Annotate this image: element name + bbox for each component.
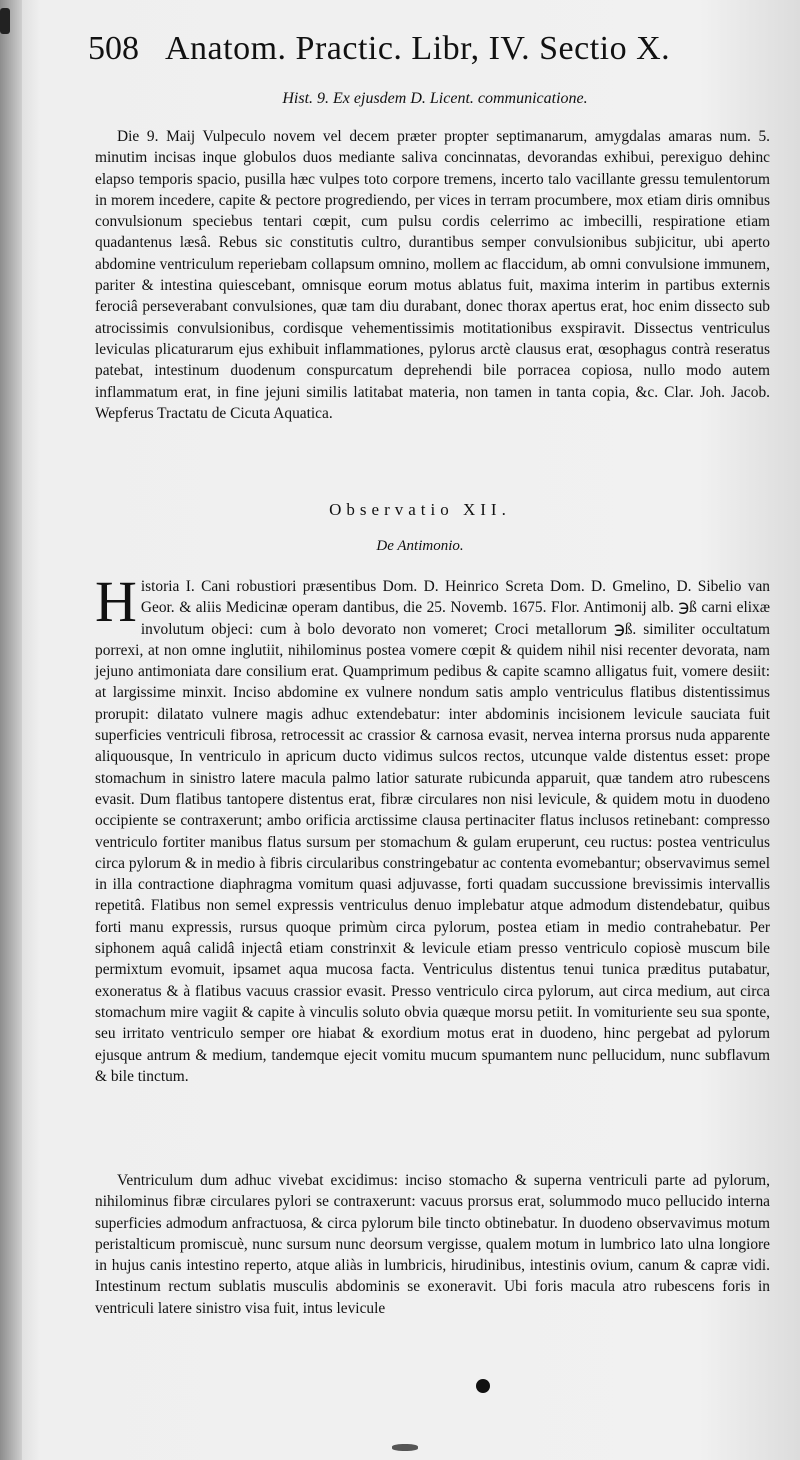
history-subtitle: Hist. 9. Ex ejusdem D. Licent. communicatione. xyxy=(282,90,588,107)
observation-title: Observatio XII. xyxy=(329,500,511,519)
paragraph-historia-1 xyxy=(95,569,770,1087)
paragraph-historia-1-text: istoria I. Cani robustiori præsentibus Dom. D. Heinrico Screta Dom. D. Gmelino, D. Sibelio van Geor. & aliis Medicinæ operam dantibus, die 25. Novemb. 1675. Flor. Antimonij alb. ℈ß carni elixæ involutum objeci: cum à bolo devorato non vomeret; Croci metallorum ℈ß. similiter occultatum porrexi, at non omne inglutiit, nihilominus postea vomere cœpit & quidem nihil nisi recenter devorata, nam jejuno antimoniata dare consilium erat. Quamprimum pedibus & capite scamno alligatus fuit, vomere desiit: at largissime minxit. Inciso abdomine ex vulnere nondum satis amplo ventriculus flatibus distentissimus prorupit: dilatato vulnere magis adhuc extendebatur: inter abdominis incisionem levicule sauciata fuit superficies ventriculi fibrosa, retrocessit ac crassior & carnosa evasit, nervea interna prorsus nuda apparente aliquousque, In ventriculo in apricum ducto vidimus sulcos rectos, utcunque valde distentus esset: prope stomachum in sinistro latere macula palmo latior saturate rubicunda apparuit, quæ tandem atro rubescens evasit. Dum flatibus tantopere distentus erat, fibræ circulares non nisi levicule, & quidem motu in duodeno occipiente se contraxerunt; ambo orificia arctissime clausa pertinaciter flatus inclusos retinebant: compresso ventriculo fortiter manibus flatus sursum per stomachum & gulam eruperunt, ceu ructus: postea ventriculus circa pylorum & in medio à fibris circularibus constringebatur ac contenta evomebantur; observavimus semel in illa contractione diaphragma vomitum quasi adjuvasse, forti quadam succussione brevissimis intervallis repetitâ. Flatibus non semel expressis ventriculus denuo implebatur atque admodum distendebatur, quibus forti manu expressis, rursus quoque primùm circa pylorum, postea etiam in medio contrahebatur. Per siphonem aquâ calidâ injectâ etiam constrinxit & levicule etiam presso ventriculo copiosè muscum bile permixtum evomuit, ipsamet aqua mucosa facta. Ventriculus distentus tenui tunica præditus putabatur, exoneratus & à flatibus vacuus crassior evasit. Presso ventriculo circa pylorum, aut circa medium, aut circa stomachum mire vagiit & capite à vinculis soluto obvia quæque morsu petiit. In vomituriente seu sua sponte, seu irritato ventriculo semper ore hiabat & exordium motus erat in duodeno, hinc pergebat ad pylorum ejusque antrum & medium, tandemque ejecit vomitu mucum spumantem nunc pellucidum, nunc subflavum & bile tinctum. xyxy=(95,578,770,1085)
drop-cap: H xyxy=(95,569,137,634)
ink-spot xyxy=(476,1379,490,1393)
page-binding-shadow xyxy=(0,0,22,1460)
edge-mark xyxy=(0,8,10,34)
ink-smudge xyxy=(392,1444,418,1451)
paragraph-ventriculum: Ventriculum dum adhuc vivebat excidimus: inciso stomacho & superna ventriculi parte ad pylorum, nihilominus fibræ circulares pylori se contraxerunt: vacuus prorsus erat, solummodo muco pellucido interna superficies admodum anfractuosa, & circa pylorum bile tincto obtinebatur. In duodeno observavimus motum peristalticum promiscuè, nunc sursum nunc deorsum vergisse, qualem motum in lumbrico lato ulna longiore in hujus canis intestino reperto, atque aliàs in lumbricis, hirudinibus, intestinis ovium, canum & capræ vidi. Intestinum rectum sublatis musculis abdominis se exoneravit. Ubi foris macula atro rubescens foris in ventriculi latere sinistro visa fuit, intus levicule xyxy=(95,1172,770,1317)
paragraph-history-9: Die 9. Maij Vulpeculo novem vel decem præter propter septimanarum, amygdalas amaras num. 5. minutim incisas inque globulos duos mediante saliva concinnatas, devorandas exhibui, perexiguo dehinc elapso temporis spacio, pusilla hæc vulpes toto corpore tremens, incerto talo vacillante gressu temulentorum in morem incedere, capite & pectore progrediendo, per vices in terram procumbere, mox etiam diris omnibus convulsionum speciebus tentari cœpit, cum pulsu cordis celerrimo ac imbecilli, respiratione etiam quadantenus læsâ. Rebus sic constitutis cultro, durantibus semper convulsionibus subjicitur, ubi aperto abdomine ventriculum reperiebam collapsum omnino, mollem ac flaccidum, ab omni convulsione immunem, pariter & intestina quiescebant, omnisque eorum motus ablatus fuit, maxima interim in partibus externis ferociâ perseverabant convulsiones, quæ tam diu durabant, donec thorax apertus erat, hoc enim dissecto sub atrocissimis convulsionibus, cordisque vehementissimis motitationibus exspiravit. Dissectus ventriculus leviculas plicaturarum ejus exhibuit inflammationes, pylorus arctè clausus erat, œsophagus contrà reseratus patebat, intestinum duodenum conspurcatum deprehendi bile porracea copiosa, nullo modo autem inflammatum erat, in fine jejuni similis latitabat materia, non tamen in tanta copia, &c. Clar. Joh. Jacob. Wepferus Tractatu de Cicuta Aquatica. xyxy=(95,128,770,422)
observation-subtitle: De Antimonio. xyxy=(376,538,464,554)
running-title: Anatom. Practic. Libr, IV. Sectio X. xyxy=(165,30,671,67)
page-number: 508 xyxy=(88,30,139,67)
page-header xyxy=(88,30,788,80)
